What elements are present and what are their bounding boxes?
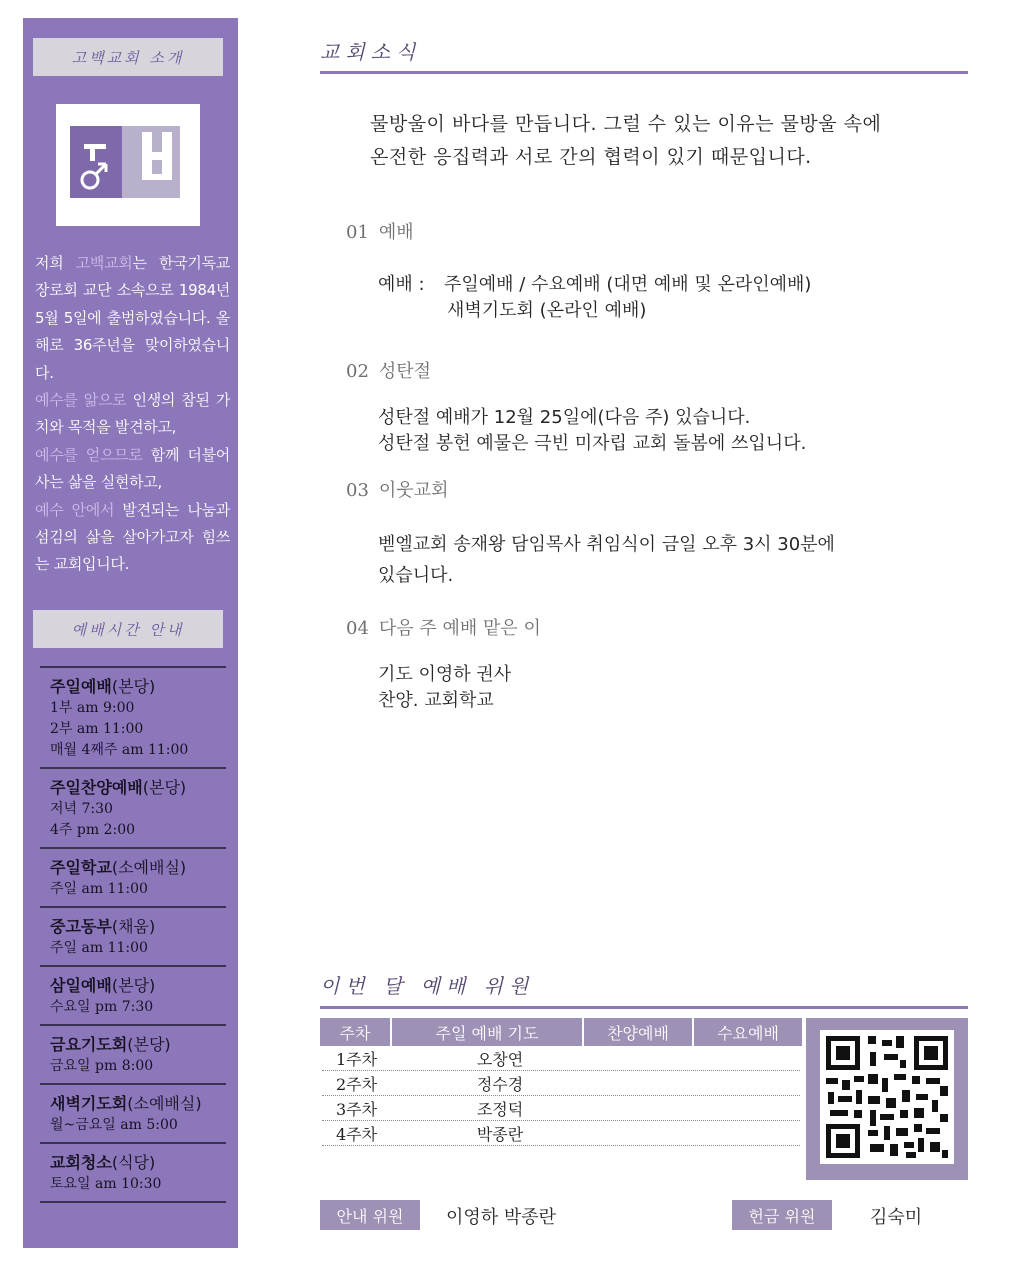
schedule-title: 주일학교	[50, 858, 112, 877]
qr-code-icon	[820, 1030, 954, 1164]
schedule-place: (채움)	[111, 917, 156, 936]
christmas-line: 성탄절 예배가 12월 25일에(다음 주) 있습니다.	[378, 407, 751, 428]
worship-label: 예배 :	[378, 274, 425, 295]
qr-code[interactable]	[820, 1030, 954, 1164]
neighbor-church-info	[378, 529, 835, 591]
prayer-cell: 박종란	[476, 1125, 524, 1144]
schedule-title: 주일찬양예배	[50, 778, 143, 797]
qr-code-frame	[806, 1018, 968, 1180]
item-number: 01	[346, 222, 369, 243]
schedule-item	[40, 666, 226, 767]
news-item-heading	[346, 614, 541, 640]
intro-text-part: 저희	[35, 254, 76, 272]
table-header-row	[320, 1018, 804, 1046]
table-header-cell: 주일 예배 기도	[392, 1018, 582, 1046]
schedule-place: (본당)	[127, 1035, 171, 1054]
table-header-cell: 찬양예배	[584, 1018, 692, 1046]
church-logo	[56, 104, 200, 226]
worship-line: 새벽기도회 (온라인 예배)	[447, 300, 647, 321]
church-intro-text	[35, 250, 230, 579]
table-row	[322, 1096, 800, 1121]
schedule-time: 주일 am 11:00	[50, 940, 148, 956]
intro-text-part: 인생의 참된 가치와 목적을 발견하고,	[35, 391, 231, 437]
intro-text-part: 함께 더불어 사는 삶을 실현하고,	[35, 445, 230, 492]
item-title: 예배	[378, 222, 414, 243]
news-item-heading	[346, 357, 431, 383]
table-row	[322, 1046, 800, 1071]
news-intro-line: 물방울이 바다를 만듭니다. 그럴 수 있는 이유는 물방울 속에	[370, 113, 882, 135]
item-number: 02	[346, 361, 369, 382]
schedule-place: (식당)	[111, 1153, 156, 1172]
neighbor-line: 벧엘교회 송재왕 담임목사 취임식이 금일 오후 3시 30분에	[378, 534, 835, 555]
item-number: 04	[346, 618, 369, 639]
schedule-time: 4주 pm 2:00	[50, 822, 136, 838]
schedule-item	[40, 1142, 226, 1203]
worship-schedule-heading: 예배시간 안내	[33, 610, 223, 648]
schedule-time: 2부 am 11:00	[50, 721, 144, 737]
schedule-time: 월~금요일 am 5:00	[50, 1117, 178, 1133]
worship-info	[378, 272, 811, 324]
prayer-cell: 정수경	[476, 1075, 524, 1094]
worship-schedule-list	[40, 666, 226, 1203]
sidebar	[23, 18, 238, 1248]
intro-text-part: 발견되는 나눔과 섬김의 삶을 살아가고자 힘쓰는 교회입니다.	[35, 500, 230, 574]
guide-committee-label: 안내 위원	[320, 1200, 420, 1230]
schedule-place: (소예배실)	[127, 1094, 202, 1113]
week-cell: 1주차	[336, 1050, 378, 1069]
news-item-heading	[346, 476, 448, 502]
intro-highlight: 예수를 얻으므로	[35, 445, 143, 464]
table-header-cell: 수요예배	[694, 1018, 802, 1046]
week-cell: 3주차	[336, 1100, 378, 1119]
christmas-info	[378, 405, 806, 457]
next-duty-line: 기도 이영하 권사	[378, 664, 512, 685]
next-duty-line: 찬양. 교회학교	[378, 690, 494, 711]
table-header-cell: 주차	[320, 1018, 390, 1046]
schedule-time: 수요일 pm 7:30	[50, 999, 154, 1015]
news-item-heading	[346, 218, 414, 244]
schedule-title: 주일예배	[50, 677, 112, 696]
logo-icon	[56, 104, 200, 226]
neighbor-line: 있습니다.	[378, 565, 454, 586]
heading-divider	[320, 1006, 968, 1009]
item-title: 성탄절	[378, 361, 432, 382]
schedule-item	[40, 1024, 226, 1083]
christmas-line: 성탄절 봉헌 예물은 극빈 미자립 교회 돌봄에 쓰입니다.	[378, 433, 807, 454]
schedule-place: (본당)	[111, 976, 156, 995]
monthly-duty-heading: 이번 달 예배 위원	[320, 974, 535, 998]
offering-committee-label: 헌금 위원	[732, 1200, 832, 1230]
heading-divider	[320, 71, 968, 74]
schedule-title: 금요기도회	[50, 1035, 128, 1054]
duty-table	[320, 1018, 804, 1146]
schedule-item	[40, 1083, 226, 1142]
schedule-item	[40, 767, 226, 847]
schedule-item	[40, 906, 226, 965]
table-row	[322, 1121, 800, 1146]
schedule-time: 1부 am 9:00	[50, 700, 135, 716]
church-intro-heading: 고백교회 소개	[33, 38, 223, 76]
schedule-title: 교회청소	[50, 1153, 112, 1172]
church-news-heading: 교회소식	[320, 40, 422, 64]
intro-highlight: 고백교회	[75, 254, 133, 272]
schedule-item	[40, 965, 226, 1024]
intro-highlight: 예수 안에서	[35, 500, 115, 519]
prayer-cell: 오창연	[476, 1050, 524, 1069]
item-number: 03	[346, 480, 369, 501]
schedule-title: 중고동부	[50, 917, 112, 936]
schedule-place: (본당)	[111, 677, 156, 696]
schedule-title: 새벽기도회	[50, 1094, 128, 1113]
item-title: 이웃교회	[378, 480, 449, 501]
schedule-title: 삼일예배	[50, 976, 112, 995]
schedule-time: 주일 am 11:00	[50, 881, 148, 897]
news-intro	[370, 108, 930, 174]
offering-committee-names: 김숙미	[870, 1207, 923, 1228]
week-cell: 2주차	[336, 1075, 378, 1094]
next-week-duty-info	[378, 662, 511, 714]
week-cell: 4주차	[336, 1125, 378, 1144]
intro-text-part: 는 한국기독교 장로회 교단 소속으로 1984년 5월 5일에 출범하였습니다. 올해로 36주년을 맞이하였습니다.	[35, 254, 230, 382]
schedule-time: 매월 4째주 am 11:00	[50, 742, 189, 758]
schedule-item	[40, 847, 226, 906]
schedule-time: 토요일 am 10:30	[50, 1176, 162, 1192]
guide-committee-names: 이영하 박종란	[446, 1207, 557, 1228]
table-row	[322, 1071, 800, 1096]
worship-line: 주일예배 / 수요예배 (대면 예배 및 온라인예배)	[444, 274, 812, 295]
item-title: 다음 주 예배 맡은 이	[378, 618, 541, 639]
schedule-time: 금요일 pm 8:00	[50, 1058, 154, 1074]
intro-highlight: 예수를 앎으로	[35, 391, 127, 410]
news-intro-line: 온전한 응집력과 서로 간의 협력이 있기 때문입니다.	[370, 146, 812, 168]
prayer-cell: 조정덕	[476, 1100, 524, 1119]
schedule-place: (소예배실)	[111, 858, 187, 877]
schedule-time: 저녁 7:30	[50, 801, 113, 817]
schedule-place: (본당)	[142, 778, 187, 797]
